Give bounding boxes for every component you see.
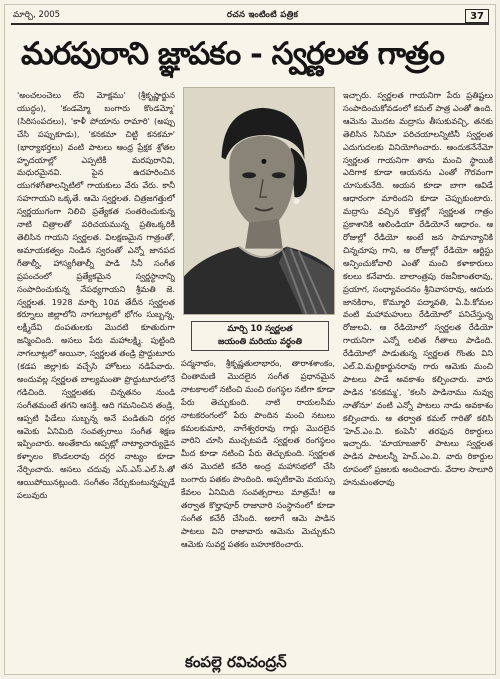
portrait-photo-icon xyxy=(184,88,334,314)
caption-line-2: జయంతి మరియు వర్ధంతి xyxy=(218,337,302,347)
issue-date: మార్చి, 2005 xyxy=(13,10,61,20)
magazine-name: రచన ఇంటింటి పత్రిక xyxy=(226,10,299,20)
column-1-text: 'అంచలంచెలు లేని మోక్షము' (శ్రీకృష్ణార్జున యుద్ధం), 'కండమ్మో బంగారు కొండమ్మో' (సిరిసంపదలు), 'కాళీ పోయాను రామారి' (అప్పు చేసి పప్పుకూడు), 'కనకమా చిట్టి కనకమా' (భార్యాభర్తలు) వంటి పాటలు ఆంధ్ర ప్రేక్షక శ్రోతల హృదయాల్లో ఎప్పటికీ మరపురానివి, మధురమైనవి. పైన ఉదహరించిన యుగళగీతాలన్నిటిలో గాయకులు వేరు వేరు. కానీ సహగాయని ఒక్కతే. ఆమె స్వర్ణలత. చిత్రజగత్తులో స్వర్ణయుగంగా నిలిచి ప్రత్యేకత సంతరించుకున్న నాటి చిత్రాలతో పరిచయమున్న ప్రతిఒక్కరికీ తెలిసిన గాయని స్వర్ణలత. విలక్షణమైన గాత్రంతో, అమాయకత్వం నిండిన స్వరంతో ఎన్నో జానపద గీతాల్నీ, హాస్యగీతాల్నీ పాడి సినీ సంగీత ప్రపంచంలో ప్రత్యేకమైన స్వర్ణస్థానాన్ని సంపాదించుకున్న నేపథ్యగాయని శ్రీమతి జె. స్వర్ణలత. 1928 మార్చి 10వ తేదీన స్వర్ణలత కర్నూలు జిల్లాలోని నాగలూట్లలో భోగం సుబ్బన్న, లక్ష్మీదేవి దంపతులకు మొదటి కూతురుగా జన్మించింది. అసలు పేరు మహాలక్ష్మి. పుట్టింది నాగలూట్లలో అయినా, స్వర్ణలత తండ్రి ప్రొద్దుటూరు (కడప జిల్లా)కు వచ్చేసి హోటలు నడిపేవారు. అందువల్ల స్వర్ణలత బాల్యమంతా ప్రొద్దుటూరులోనే గడిచింది. స్వర్ణలతకు చిన్నతనం నుండి సంగీతమంటే తగని ఆసక్తి. ఆది గమనించిన తండ్రి, ఆప్పటి ఫిడేలు సుబ్బన్న అనే పండితుని దగ్గర ఆమెకు ఏనిమిది సంవత్సరాలు సంగీత శిక్షణ ఇప్పించారు. అంతేకాదు ఆప్పట్లో నాట్యాచార్యుడైన కళ్ళాలం కొండలరావు దగ్గర నాట్యం కూడా నేర్పించారు. అసలు చదువు ఎస్.ఎస్.ఎల్.సి.తో ఆయిపోయినట్లుంది. సంగీతం నేర్చుకుంటున్నప్పుడే పలువురు xyxy=(17,90,175,501)
column-2-text: పద్మనాభం, శ్రీకృష్ణతులాభారం, తారాశశాంకం, చింతామణి మొదలైన సంగీత ప్రధానమైన నాటకాలలో నటించి మంచి రంగస్థల నటిగా కూడా పేరు తెచ్చుకుంది. నాటి రాయలసీమ నాటకరంగంలో పేరు పొందిన మంచి నటులు కమలకుమారి, నాగేశ్వరరావు గార్లు మొదలైన వారిని చూసి ముచ్చటపడి స్వర్ణలత రంగస్థలం మీద కూడా నటించి పేరు తెచ్చుకుంది. స్వర్ణలత తన మొదటి కచేరి అంద్ర మహాసభలో చేసి బంగారు పతకం పొందింది. అప్పటికామె వయస్సు కేవలం ఏనిమిది సంవత్సరాలు మాత్రమే! ఆ తర్వాత కొల్హాపూర్ రాజావారి సంస్థానంలో కూడా సంగీత కచేరీ చేసింది. అలాగే ఆమె పాడిన పాటలు విని రాజావారు ఆమెను మెచ్చుకుని ఆమెకు సువర్ణ పతకం బహూకరించారు. xyxy=(181,358,335,549)
photo-caption xyxy=(191,321,329,351)
page-number: 37 xyxy=(465,9,489,23)
author-byline: కంపల్లె రవిచంద్రన్ xyxy=(185,653,287,671)
text-column-1 xyxy=(17,89,175,673)
text-column-2 xyxy=(181,357,335,647)
column-3-text: ఇచ్చారు. స్వర్ణలత గాయనిగా పేరు ప్రతిష్టలు సంపాదించుకోవడంలో కమల్ పాత్ర ఎంతో ఉంది. ఆమెను మొదట మద్రాసు తీసుకువచ్చి, తనకు తెలిసిన సినిమా పరిచయాలన్నిటినీ స్వర్ణలత ఎదుగుదలకు వినియోగించారు. ఆందుకనేనేమో స్వర్ణలత గాయనిగా తాను మంచి స్థాయికి ఎదిగాక కూడా ఆయనను ఎంతో గౌరవంగా చూసుకునేది. ఆయన కూడా బాగా ఆవిడే ఆధారంగా మారిందని కూడా చెప్పుకుంటారు. మద్రాసు వచ్చిన కొత్తల్లో స్వర్ణలత గాత్రం ప్రకాశానికి ఆలిండియా రేడియోనే ఆధారం. ఆ రోజుల్లో రేడియో అంటే జన సామాన్యానికి చిన్నచూపు గాని, ఆ రోజుల్లో రేడియో ఆర్టిస్టు అన్పించుకోవాలి ఎంతో మంచి కళాకారులు కలలు కనేవారు. బాలాంత్రపు రజనీకాంతరావు, ప్రయాగ, సంధ్యావందనం శ్రీనివాసరావు, ఆదురు జానకిరాం, కొమ్మూరి పద్మావతి, ఏ.పి.కోమల వంటి మహామహులు రేడియోలో పనిచేస్తున్న రోజులవి. ఆ రేడియోలో స్వర్ణలత రేడియో గాయనిగా ఎన్నో లలిత గీతాలు పాడింది. రేడియోలో పాడుతున్న స్వర్ణలత గొంతు విని ఎల్.వి.మల్లికార్జునరావు గారు ఆమెకు మంచి పాటలు పాడే అవకాశం కల్పించారు. వారు పాడిన 'కనకమ్మ', 'కలసి పాడినాము నువ్వు నాతోనూ' వంటి ఎన్నో పాటలు నాడు అవకాశం కల్పించారు. ఆ తర్వాత కమల్ గారితో కలిసి 'హెచ్.ఎం.వి. కంపెనీ' తరఫున రికార్డులు ఇచ్చారు. 'మాయాబజార్' పాటలు స్వర్ణలత పాడిన పాటలన్నీ హెచ్.ఎం.వి. వారు రికార్డుల రూపంలో ప్రజలకు అందించారు. వేదాల సాలూరి హనుమంతరావు xyxy=(343,90,493,488)
text-column-3 xyxy=(343,89,493,673)
portrait-photo xyxy=(183,87,335,315)
caption-line-1: మార్చి 10 స్వర్ణలత xyxy=(227,324,293,334)
magazine-page xyxy=(4,4,496,675)
page-header xyxy=(11,9,489,25)
article-title: మరపురాని జ్ఞాపకం - స్వర్ణలత గాత్రం xyxy=(21,36,444,72)
